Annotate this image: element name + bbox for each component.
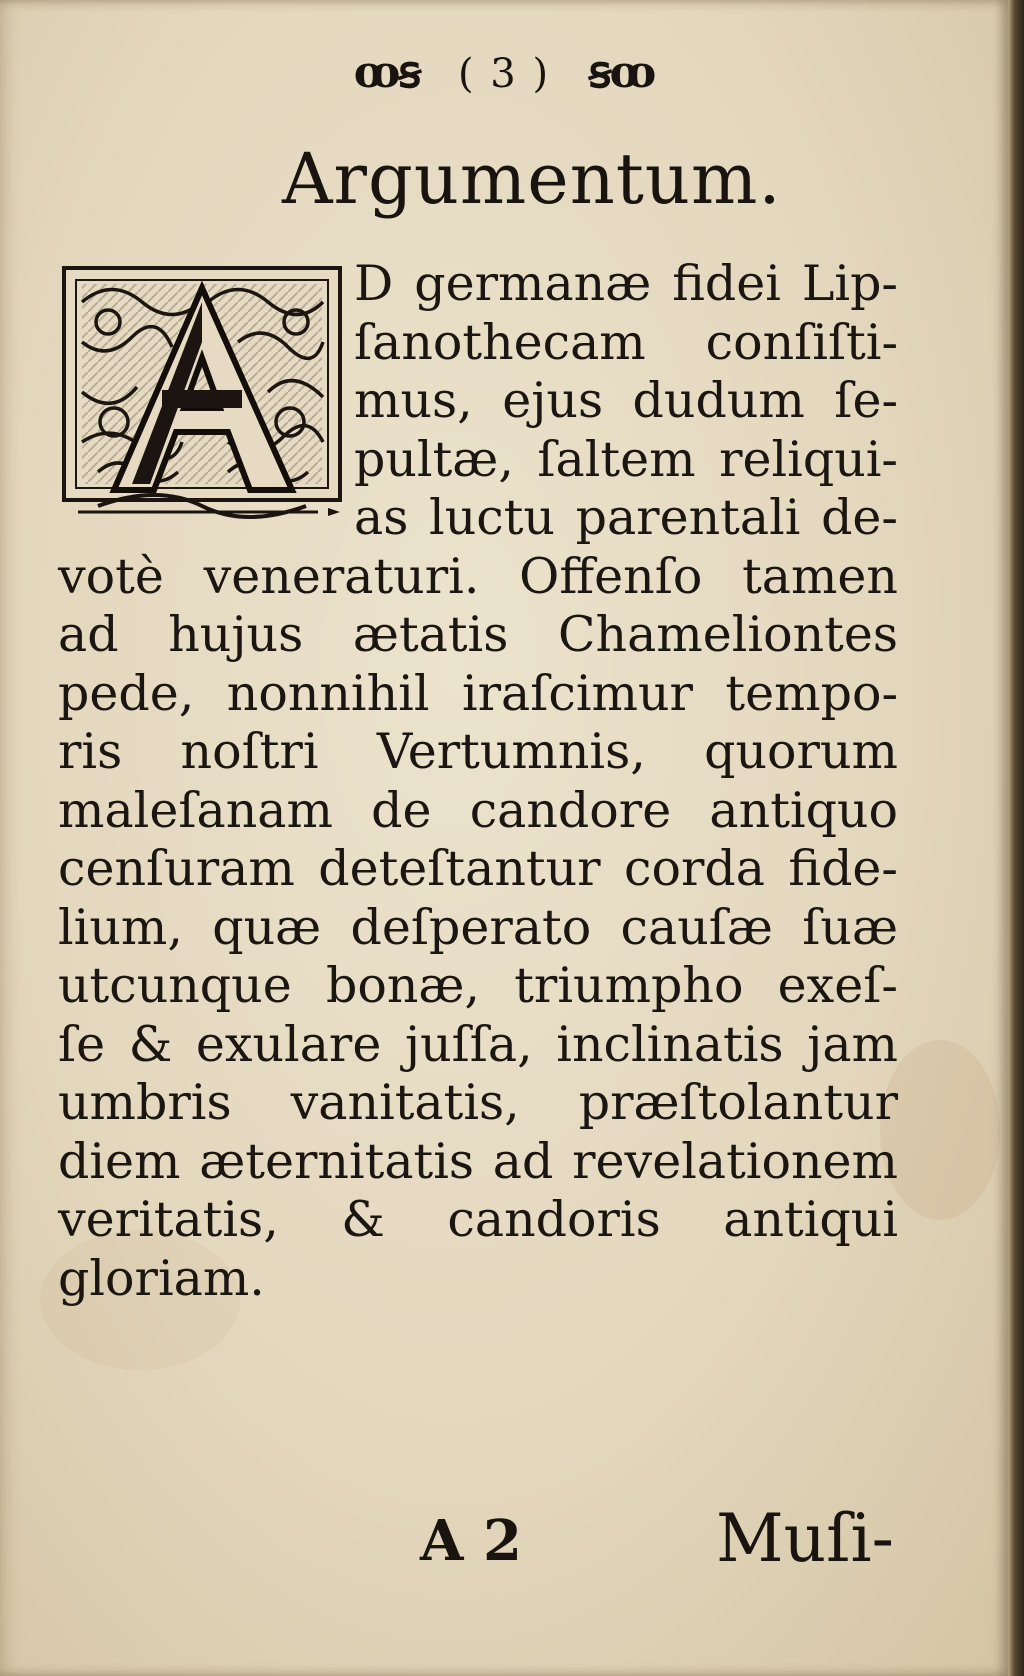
text-line: D germanæ fidei Lip-	[354, 255, 898, 312]
text-line: gloriam.	[58, 1249, 265, 1307]
text-line: pultæ, ſaltem reliqui-	[354, 430, 898, 488]
text-line: umbris vanitatis, præſtolantur	[58, 1074, 898, 1131]
section-title: Argumentum.	[282, 138, 782, 220]
text-line: lium, quæ deſperato cauſæ ſuæ	[58, 898, 898, 956]
text-line: ſe & exulare juſſa, inclinatis jam	[58, 1015, 898, 1073]
signature-mark: A 2	[420, 1508, 522, 1574]
text-line: maleſanam de candore antiquo	[58, 781, 898, 839]
running-header	[0, 44, 1008, 98]
text-line: diem æternitatis ad revelationem	[58, 1132, 898, 1190]
text-line: utcunque bonæ, triumpho exeſ-	[58, 957, 898, 1014]
text-line: ris noſtri Vertumnis, quorum	[58, 723, 898, 780]
header-ornament-left: ꝏꞩ	[353, 47, 420, 98]
page-number: ( 3 )	[457, 51, 551, 97]
text-line: ad hujus ætatis Chameliontes	[58, 606, 898, 663]
text-line: pede, nonnihil iraſcimur tempo-	[58, 664, 898, 722]
text-line: veritatis, & candoris antiqui	[58, 1191, 898, 1248]
text-line: mus, ejus dudum ſe-	[354, 372, 898, 429]
book-edge	[1008, 0, 1024, 1676]
text-line: as luctu parentali de-	[354, 489, 898, 546]
catchword: Muſi-	[716, 1500, 894, 1577]
argument-body	[58, 255, 898, 1308]
text-line: ſanothecam conſiſti-	[354, 313, 898, 371]
header-ornament-right: ꞩꝏ	[588, 47, 655, 98]
text-line: cenſuram deteſtantur corda fide-	[58, 840, 898, 897]
text-line: votè veneraturi. Offenſo tamen	[58, 547, 898, 605]
paper-stain	[880, 1040, 1000, 1220]
